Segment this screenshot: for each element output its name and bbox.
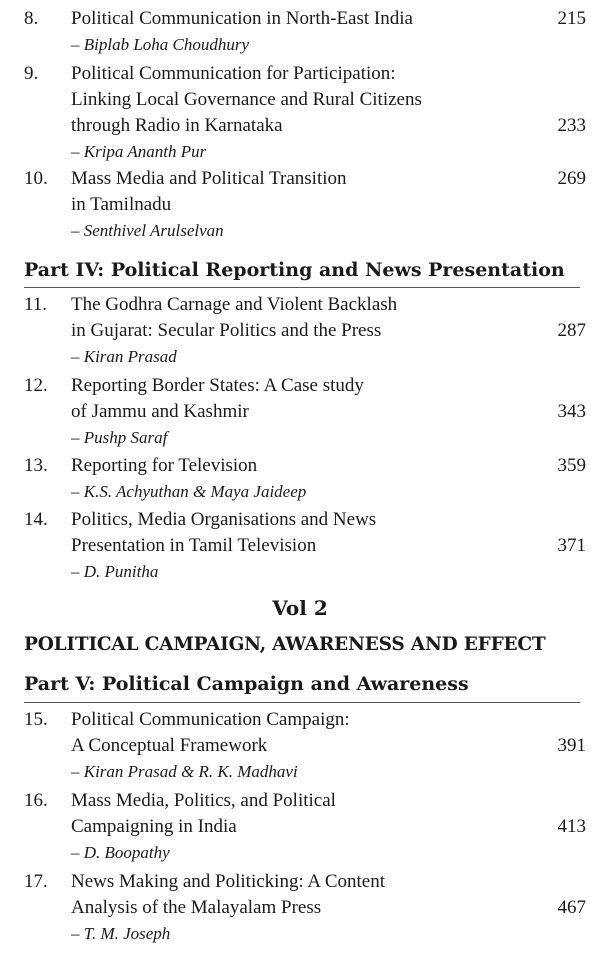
entry-title-line: in Gujarat: Secular Politics and the Press	[71, 320, 382, 341]
entry-number: 13.	[24, 455, 48, 476]
entry-author: – D. Punitha	[71, 562, 159, 581]
part-4-divider	[24, 287, 580, 288]
entry-number: 16.	[24, 790, 48, 811]
entry-title-line: Presentation in Tamil Television	[71, 535, 317, 556]
entry-page-number: 371	[557, 535, 586, 556]
entry-author: – K.S. Achyuthan & Maya Jaideep	[71, 482, 307, 501]
entry-author: – Kiran Prasad	[71, 347, 177, 366]
entry-title-line: Linking Local Governance and Rural Citizens	[71, 89, 422, 110]
entry-title-line: Political Communication in North-East India	[71, 8, 413, 29]
entry-title-line: News Making and Politicking: A Content	[71, 871, 386, 892]
entry-author: – Pushp Saraf	[71, 428, 168, 447]
entry-title-line: Analysis of the Malayalam Press	[71, 897, 322, 918]
entry-title-line: Reporting Border States: A Case study	[71, 375, 364, 396]
entry-author: – D. Boopathy	[71, 843, 170, 862]
entry-page-number: 287	[557, 320, 586, 341]
entry-author: – Biplab Loha Choudhury	[71, 35, 250, 54]
entry-title-line: Mass Media, Politics, and Political	[71, 790, 336, 811]
entry-number: 10.	[24, 168, 48, 189]
entry-title-line: A Conceptual Framework	[71, 735, 268, 756]
entry-title-line: through Radio in Karnataka	[71, 115, 283, 136]
entry-title-line: Political Communication Campaign:	[71, 709, 350, 730]
entry-page-number: 413	[557, 816, 586, 837]
entry-number: 15.	[24, 709, 48, 730]
entry-number: 12.	[24, 375, 48, 396]
entry-title-line: Campaigning in India	[71, 816, 237, 837]
entry-page-number: 467	[557, 897, 586, 918]
part-5-heading: Part V: Political Campaign and Awareness	[24, 673, 469, 695]
entry-number: 8.	[24, 8, 39, 29]
entry-page-number: 215	[557, 8, 586, 29]
entry-title-line: in Tamilnadu	[71, 194, 172, 215]
entry-number: 17.	[24, 871, 48, 892]
entry-number: 9.	[24, 63, 39, 84]
entry-author: – Kripa Ananth Pur	[71, 142, 207, 161]
entry-page-number: 359	[557, 455, 586, 476]
part-4-heading: Part IV: Political Reporting and News Presentation	[24, 259, 565, 281]
entry-page-number: 233	[557, 115, 586, 136]
entry-page-number: 269	[557, 168, 586, 189]
entry-title-line: of Jammu and Kashmir	[71, 401, 249, 422]
entry-title-line: Politics, Media Organisations and News	[71, 509, 377, 530]
entry-title-line: Reporting for Television	[71, 455, 258, 476]
entry-author: – Senthivel Arulselvan	[71, 221, 224, 240]
section-heading: POLITICAL CAMPAIGN, AWARENESS AND EFFECT	[24, 634, 546, 655]
entry-page-number: 343	[557, 401, 586, 422]
entry-number: 14.	[24, 509, 48, 530]
entry-title-line: Political Communication for Participation:	[71, 63, 396, 84]
entry-author: – T. M. Joseph	[71, 924, 171, 943]
entry-title-line: The Godhra Carnage and Violent Backlash	[71, 294, 398, 315]
entry-title-line: Mass Media and Political Transition	[71, 168, 347, 189]
entry-page-number: 391	[557, 735, 586, 756]
volume-heading: Vol 2	[272, 596, 328, 620]
entry-number: 11.	[24, 294, 48, 315]
part-5-divider	[24, 702, 580, 703]
entry-author: – Kiran Prasad & R. K. Madhavi	[71, 762, 298, 781]
